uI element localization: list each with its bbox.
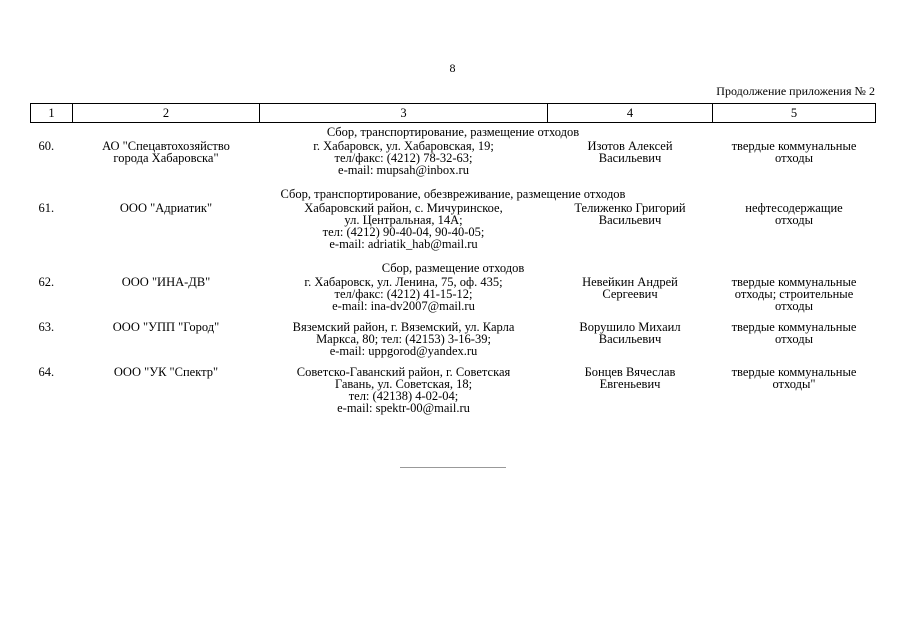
table-header-row bbox=[31, 104, 876, 123]
waste-type-line: твердые коммунальные bbox=[731, 365, 857, 379]
contact-info-line: e-mail: spektr-00@mail.ru bbox=[337, 401, 470, 415]
table-row bbox=[31, 321, 876, 366]
organizations-table bbox=[30, 103, 876, 423]
waste-type-cell bbox=[713, 276, 876, 321]
waste-type-line: твердые коммунальные bbox=[731, 139, 857, 153]
page-number: 8 bbox=[449, 61, 456, 75]
contact-info-line: г. Хабаровск, ул. Хабаровская, 19; bbox=[313, 139, 494, 153]
contact-info-cell bbox=[260, 202, 548, 259]
waste-type-cell bbox=[713, 202, 876, 259]
head-name-line: Бонцев Вячеслав bbox=[584, 365, 676, 379]
contact-info-line: Вяземский район, г. Вяземский, ул. Карла bbox=[292, 320, 515, 334]
organization-name-line: ООО "УПП "Город" bbox=[112, 320, 220, 334]
waste-type-line: отходы" bbox=[772, 377, 816, 391]
head-name-line: Невейкин Андрей bbox=[582, 275, 678, 289]
contact-info-cell bbox=[260, 321, 548, 366]
head-name-cell bbox=[548, 202, 713, 259]
section-title: Сбор, транспортирование, размещение отходов bbox=[326, 125, 580, 139]
organization-name-line: АО "Спецавтохозяйство bbox=[102, 139, 230, 153]
waste-type-line: отходы bbox=[775, 332, 813, 346]
contact-info-line: e-mail: ina-dv2007@mail.ru bbox=[332, 299, 475, 313]
contact-info-line: ул. Центральная, 14А; bbox=[344, 213, 463, 227]
organization-name-line: города Хабаровска" bbox=[113, 151, 219, 165]
organization-name-cell bbox=[73, 276, 260, 321]
table-body bbox=[31, 123, 876, 424]
contact-info-line: тел: (42138) 4-02-04; bbox=[348, 389, 459, 403]
waste-type-line: отходы bbox=[775, 151, 813, 165]
table-row bbox=[31, 366, 876, 423]
organization-name-line: ООО "Адриатик" bbox=[119, 201, 213, 215]
waste-type-line: отходы bbox=[775, 299, 813, 313]
row-number-cell: 60. bbox=[38, 139, 55, 153]
contact-info-line: Гавань, ул. Советская, 18; bbox=[334, 377, 473, 391]
table-row bbox=[31, 140, 876, 185]
row-number-cell: 62. bbox=[38, 275, 55, 289]
organization-name-cell bbox=[73, 321, 260, 366]
head-name-line: Васильевич bbox=[598, 151, 662, 165]
head-name-line: Сергеевич bbox=[602, 287, 658, 301]
contact-info-line: г. Хабаровск, ул. Ленина, 75, оф. 435; bbox=[304, 275, 503, 289]
contact-info-line: e-mail: uppgorod@yandex.ru bbox=[329, 344, 478, 358]
section-header-row bbox=[31, 259, 876, 276]
column-header-1: 1 bbox=[31, 104, 73, 123]
organization-name-line: ООО "УК "Спектр" bbox=[113, 365, 219, 379]
table-row bbox=[31, 202, 876, 259]
waste-type-line: нефтесодержащие bbox=[745, 201, 843, 215]
head-name-cell bbox=[548, 366, 713, 423]
head-name-line: Евгеньевич bbox=[599, 377, 661, 391]
column-header-4: 4 bbox=[548, 104, 713, 123]
waste-type-cell bbox=[713, 140, 876, 185]
row-number-cell: 61. bbox=[38, 201, 55, 215]
head-name-line: Васильевич bbox=[598, 332, 662, 346]
organization-name-cell bbox=[73, 202, 260, 259]
contact-info-line: тел/факс: (4212) 78-32-63; bbox=[334, 151, 473, 165]
section-header-row bbox=[31, 185, 876, 202]
contact-info-cell bbox=[260, 276, 548, 321]
waste-type-line: твердые коммунальные bbox=[731, 320, 857, 334]
contact-info-cell bbox=[260, 366, 548, 423]
waste-type-cell bbox=[713, 321, 876, 366]
section-title: Сбор, транспортирование, обезвреживание, размещение отходов bbox=[280, 187, 626, 201]
organization-name-line: ООО "ИНА-ДВ" bbox=[121, 275, 211, 289]
head-name-cell bbox=[548, 140, 713, 185]
head-name-line: Изотов Алексей bbox=[587, 139, 673, 153]
contact-info-line: Советско-Гаванский район, г. Советская bbox=[296, 365, 511, 379]
contact-info-line: Маркса, 80; тел: (42153) 3-16-39; bbox=[316, 332, 491, 346]
continuation-label: Продолжение приложения № 2 bbox=[716, 84, 875, 98]
head-name-line: Васильевич bbox=[598, 213, 662, 227]
column-header-5: 5 bbox=[713, 104, 876, 123]
contact-info-line: Хабаровский район, с. Мичуринское, bbox=[304, 201, 503, 215]
waste-type-line: отходы bbox=[775, 213, 813, 227]
head-name-line: Телиженко Григорий bbox=[574, 201, 686, 215]
waste-type-cell bbox=[713, 366, 876, 423]
section-header-row bbox=[31, 123, 876, 141]
organization-name-cell bbox=[73, 140, 260, 185]
contact-info-line: тел/факс: (4212) 41-15-12; bbox=[334, 287, 473, 301]
column-header-2: 2 bbox=[73, 104, 260, 123]
column-header-3: 3 bbox=[260, 104, 548, 123]
head-name-line: Ворушило Михаил bbox=[579, 320, 681, 334]
waste-type-line: отходы; строительные bbox=[734, 287, 854, 301]
head-name-cell bbox=[548, 276, 713, 321]
contact-info-line: e-mail: mupsah@inbox.ru bbox=[338, 163, 469, 177]
contact-info-line: e-mail: adriatik_hab@mail.ru bbox=[329, 237, 478, 251]
footer-divider bbox=[400, 467, 506, 468]
organization-name-cell bbox=[73, 366, 260, 423]
table-row bbox=[31, 276, 876, 321]
contact-info-line: тел: (4212) 90-40-04, 90-40-05; bbox=[322, 225, 485, 239]
row-number-cell: 64. bbox=[38, 365, 55, 379]
row-number-cell: 63. bbox=[38, 320, 55, 334]
head-name-cell bbox=[548, 321, 713, 366]
waste-type-line: твердые коммунальные bbox=[731, 275, 857, 289]
section-title: Сбор, размещение отходов bbox=[381, 261, 525, 275]
contact-info-cell bbox=[260, 140, 548, 185]
